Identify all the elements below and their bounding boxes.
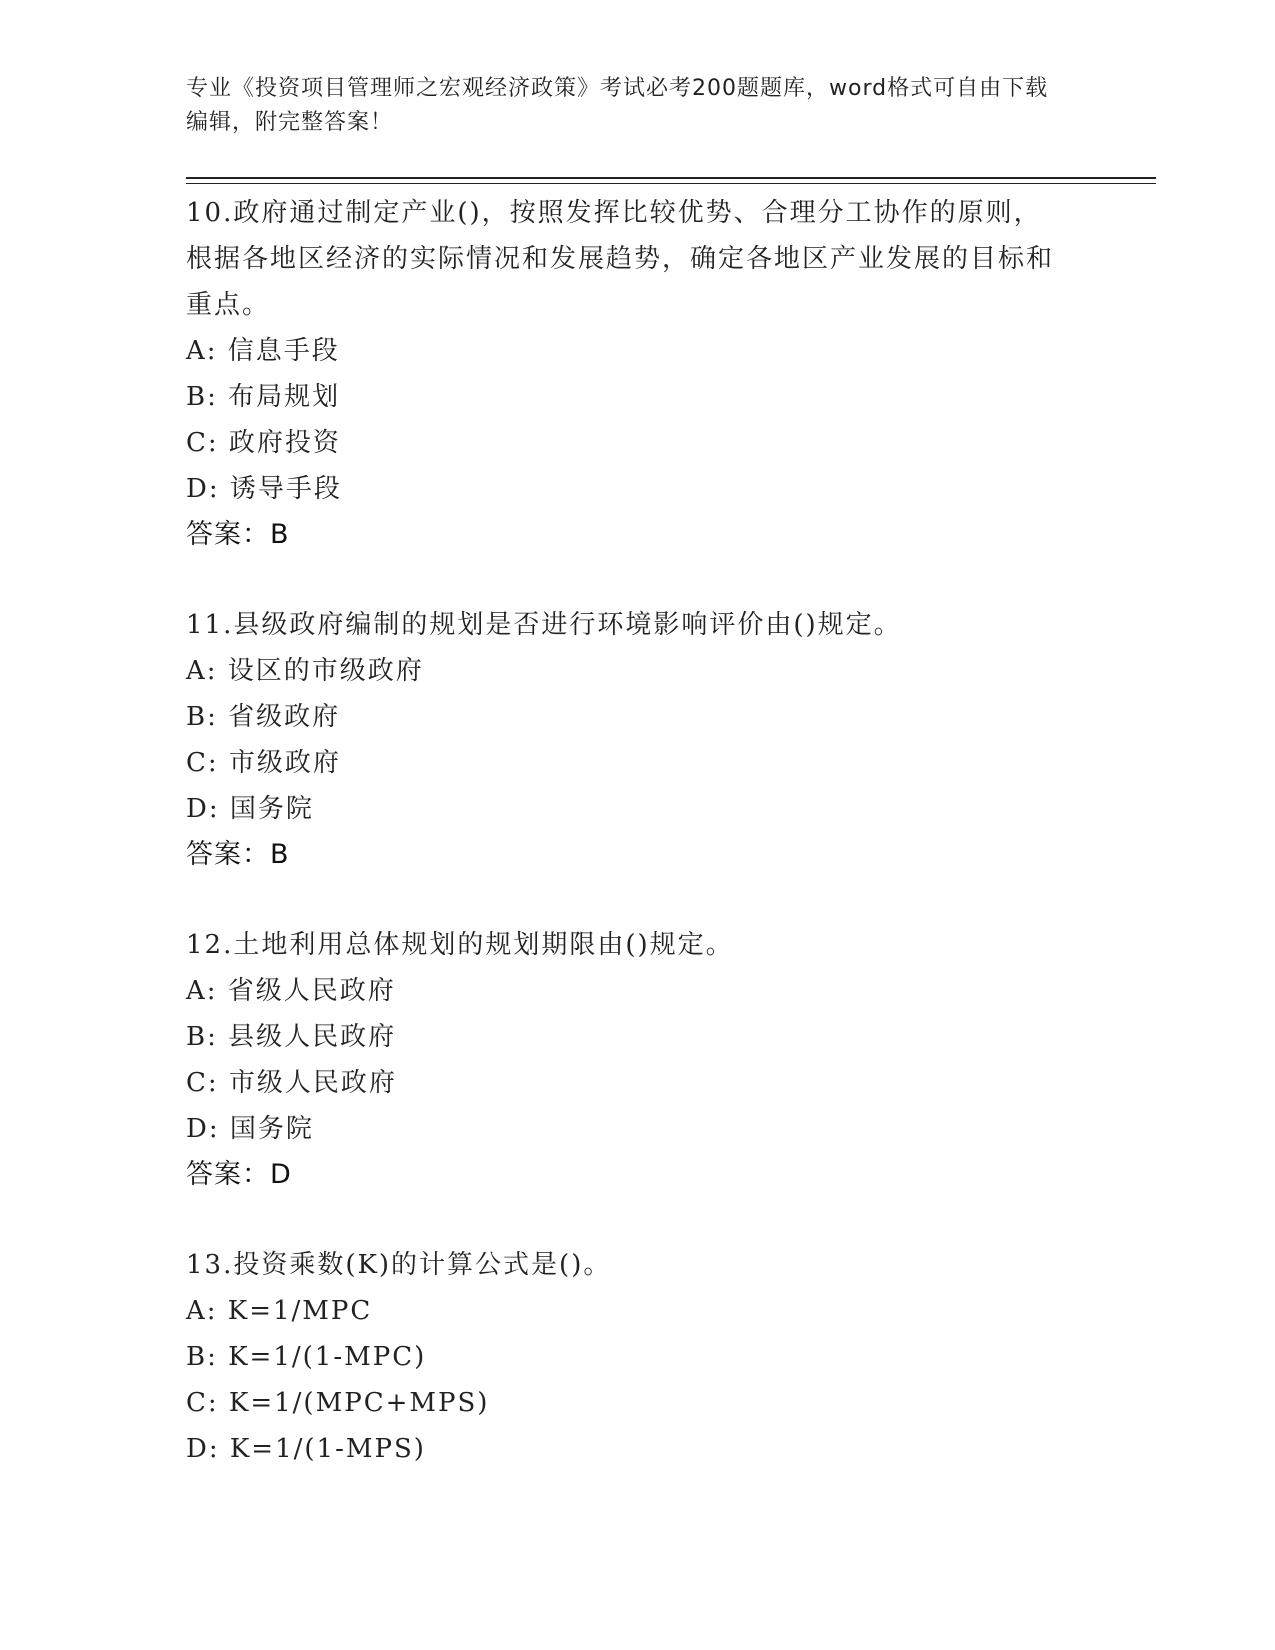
question-11 <box>186 602 1066 878</box>
question-13 <box>186 1242 1066 1472</box>
option-a: A: 设区的市级政府 <box>186 656 424 686</box>
option-b: B: 布局规划 <box>186 382 341 412</box>
option-d: D: 国务院 <box>186 794 314 824</box>
header-rule-thick <box>186 177 1156 179</box>
document-intro: 专业《投资项目管理师之宏观经济政策》考试必考200题题库，word格式可自由下载编辑，附完整答案！ <box>186 76 1049 135</box>
option-a: A: K=1/MPC <box>186 1296 373 1326</box>
option-d: D: 国务院 <box>186 1114 314 1144</box>
option-c: C: 市级政府 <box>186 748 341 778</box>
answer: 答案：B <box>186 519 290 550</box>
option-b: B: 省级政府 <box>186 702 341 732</box>
question-stem: 10.政府通过制定产业()，按照发挥比较优势、合理分工协作的原则，根据各地区经济的实际情况和发展趋势，确定各地区产业发展的目标和重点。 <box>186 198 1055 320</box>
option-c: C: 政府投资 <box>186 428 341 458</box>
question-stem: 12.土地利用总体规划的规划期限由()规定。 <box>186 930 734 960</box>
option-d: D: 诱导手段 <box>186 474 342 504</box>
question-12 <box>186 922 1066 1198</box>
option-c: C: K=1/(MPC+MPS) <box>186 1388 490 1418</box>
option-a: A: 省级人民政府 <box>186 976 396 1006</box>
answer: 答案：D <box>186 1159 292 1190</box>
question-stem: 13.投资乘数(K)的计算公式是()。 <box>186 1250 612 1280</box>
option-c: C: 市级人民政府 <box>186 1068 397 1098</box>
option-a: A: 信息手段 <box>186 336 340 366</box>
question-10 <box>186 190 1066 558</box>
answer: 答案：B <box>186 839 290 870</box>
header-rule-thin <box>186 183 1156 184</box>
document-page <box>186 0 1156 1650</box>
question-stem: 11.县级政府编制的规划是否进行环境影响评价由()规定。 <box>186 610 902 640</box>
option-d: D: K=1/(1-MPS) <box>186 1434 426 1464</box>
option-b: B: 县级人民政府 <box>186 1022 397 1052</box>
option-b: B: K=1/(1-MPC) <box>186 1342 427 1372</box>
question-list <box>186 190 1066 1516</box>
